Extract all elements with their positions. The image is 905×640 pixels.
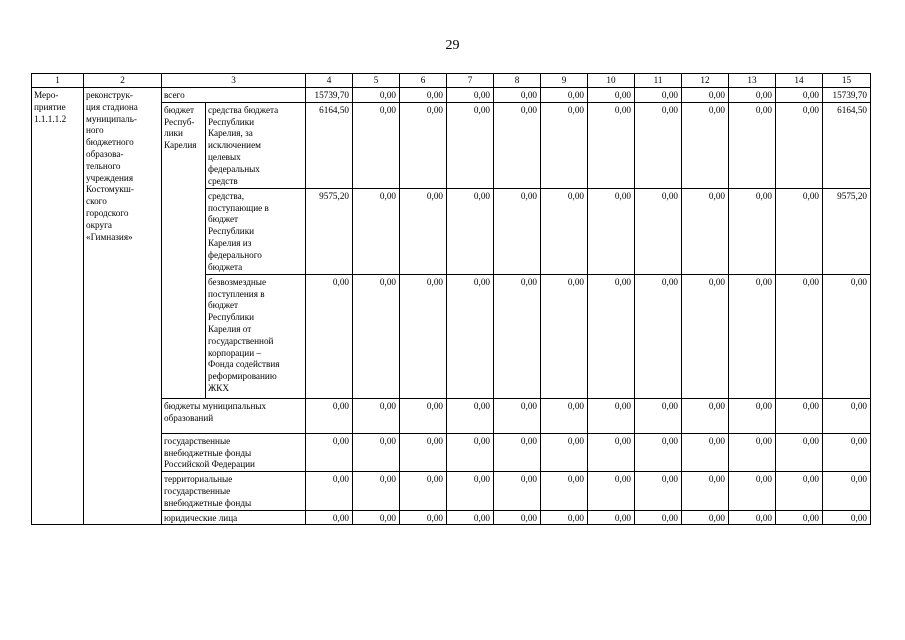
value-cell: 0,00 bbox=[729, 188, 776, 274]
value-cell: 0,00 bbox=[588, 274, 635, 398]
value-cell: 0,00 bbox=[588, 102, 635, 188]
value-cell: 0,00 bbox=[447, 510, 494, 525]
value-cell: 0,00 bbox=[306, 398, 353, 433]
value-cell: 0,00 bbox=[776, 472, 823, 510]
source-label-cell: государственные внебюджетные фонды Российской Федерации bbox=[162, 433, 306, 471]
value-cell: 0,00 bbox=[447, 102, 494, 188]
value-cell: 0,00 bbox=[541, 398, 588, 433]
value-cell: 0,00 bbox=[353, 398, 400, 433]
header-cell: 5 bbox=[353, 74, 400, 88]
value-cell: 0,00 bbox=[447, 274, 494, 398]
value-cell: 0,00 bbox=[353, 274, 400, 398]
value-cell: 0,00 bbox=[635, 102, 682, 188]
value-cell: 0,00 bbox=[635, 510, 682, 525]
value-cell: 0,00 bbox=[353, 88, 400, 103]
value-cell: 0,00 bbox=[400, 188, 447, 274]
source-label-cell: средства бюджета Республики Карелия, за исключением целевых федеральных средств bbox=[206, 102, 306, 188]
source-label-cell: средства, поступающие в бюджет Республики Карелия из федерального бюджета bbox=[206, 188, 306, 274]
value-cell: 0,00 bbox=[400, 398, 447, 433]
value-cell: 0,00 bbox=[729, 398, 776, 433]
value-cell: 0,00 bbox=[823, 510, 871, 525]
value-cell: 0,00 bbox=[588, 188, 635, 274]
header-cell: 1 bbox=[32, 74, 84, 88]
header-cell: 10 bbox=[588, 74, 635, 88]
value-cell: 0,00 bbox=[447, 188, 494, 274]
value-cell: 0,00 bbox=[306, 510, 353, 525]
value-cell: 0,00 bbox=[306, 472, 353, 510]
value-cell: 0,00 bbox=[776, 398, 823, 433]
value-cell: 0,00 bbox=[494, 433, 541, 471]
table-row bbox=[32, 88, 871, 103]
value-cell: 6164,50 bbox=[306, 102, 353, 188]
value-cell: 0,00 bbox=[729, 88, 776, 103]
value-cell: 0,00 bbox=[400, 510, 447, 525]
value-cell: 0,00 bbox=[353, 102, 400, 188]
value-cell: 0,00 bbox=[588, 433, 635, 471]
page-number: 29 bbox=[445, 38, 460, 53]
value-cell: 0,00 bbox=[306, 274, 353, 398]
value-cell: 0,00 bbox=[494, 88, 541, 103]
value-cell: 0,00 bbox=[541, 433, 588, 471]
source-group-cell: бюджет Респуб- лики Карелия bbox=[162, 102, 206, 398]
value-cell: 0,00 bbox=[823, 274, 871, 398]
source-label-cell: бюджеты муниципальных образований bbox=[162, 398, 306, 433]
value-cell: 0,00 bbox=[400, 274, 447, 398]
value-cell: 15739,70 bbox=[823, 88, 871, 103]
value-cell: 0,00 bbox=[353, 433, 400, 471]
value-cell: 0,00 bbox=[447, 472, 494, 510]
value-cell: 0,00 bbox=[682, 88, 729, 103]
value-cell: 0,00 bbox=[776, 88, 823, 103]
value-cell: 0,00 bbox=[494, 472, 541, 510]
value-cell: 0,00 bbox=[400, 433, 447, 471]
value-cell: 0,00 bbox=[729, 102, 776, 188]
value-cell: 0,00 bbox=[682, 188, 729, 274]
header-cell: 9 bbox=[541, 74, 588, 88]
value-cell: 0,00 bbox=[494, 398, 541, 433]
value-cell: 0,00 bbox=[541, 472, 588, 510]
header-cell: 7 bbox=[447, 74, 494, 88]
value-cell: 0,00 bbox=[776, 510, 823, 525]
value-cell: 0,00 bbox=[776, 188, 823, 274]
value-cell: 0,00 bbox=[400, 102, 447, 188]
value-cell: 0,00 bbox=[541, 510, 588, 525]
value-cell: 0,00 bbox=[494, 102, 541, 188]
source-label-cell: всего bbox=[162, 88, 306, 103]
value-cell: 0,00 bbox=[541, 188, 588, 274]
header-cell: 6 bbox=[400, 74, 447, 88]
measure-name-cell: реконструк- ция стадиона муниципаль- ного бюджетного образова- тельного учреждения Костомукш- ского городского округа «Гимназия» bbox=[84, 88, 162, 525]
value-cell: 0,00 bbox=[729, 510, 776, 525]
value-cell: 0,00 bbox=[541, 274, 588, 398]
value-cell: 0,00 bbox=[306, 433, 353, 471]
value-cell: 0,00 bbox=[447, 88, 494, 103]
value-cell: 0,00 bbox=[635, 274, 682, 398]
value-cell: 0,00 bbox=[353, 472, 400, 510]
value-cell: 0,00 bbox=[400, 88, 447, 103]
header-cell: 4 bbox=[306, 74, 353, 88]
value-cell: 0,00 bbox=[682, 398, 729, 433]
header-cell: 12 bbox=[682, 74, 729, 88]
header-cell: 13 bbox=[729, 74, 776, 88]
value-cell: 0,00 bbox=[823, 398, 871, 433]
value-cell: 0,00 bbox=[729, 433, 776, 471]
value-cell: 0,00 bbox=[682, 274, 729, 398]
value-cell: 0,00 bbox=[635, 88, 682, 103]
value-cell: 0,00 bbox=[635, 398, 682, 433]
header-cell: 15 bbox=[823, 74, 871, 88]
value-cell: 0,00 bbox=[588, 472, 635, 510]
value-cell: 0,00 bbox=[494, 510, 541, 525]
value-cell: 0,00 bbox=[635, 433, 682, 471]
source-label-cell: юридические лица bbox=[162, 510, 306, 525]
header-cell: 11 bbox=[635, 74, 682, 88]
value-cell: 0,00 bbox=[776, 433, 823, 471]
value-cell: 0,00 bbox=[588, 510, 635, 525]
value-cell: 0,00 bbox=[447, 433, 494, 471]
value-cell: 0,00 bbox=[541, 88, 588, 103]
header-cell: 14 bbox=[776, 74, 823, 88]
value-cell: 0,00 bbox=[400, 472, 447, 510]
header-cell: 8 bbox=[494, 74, 541, 88]
value-cell: 0,00 bbox=[729, 472, 776, 510]
header-cell: 3 bbox=[162, 74, 306, 88]
value-cell: 0,00 bbox=[682, 433, 729, 471]
value-cell: 0,00 bbox=[635, 188, 682, 274]
value-cell: 0,00 bbox=[729, 274, 776, 398]
value-cell: 0,00 bbox=[353, 188, 400, 274]
value-cell: 9575,20 bbox=[306, 188, 353, 274]
value-cell: 0,00 bbox=[494, 188, 541, 274]
funding-table bbox=[31, 73, 871, 525]
header-row bbox=[32, 74, 871, 88]
value-cell: 0,00 bbox=[447, 398, 494, 433]
value-cell: 0,00 bbox=[588, 398, 635, 433]
value-cell: 0,00 bbox=[823, 433, 871, 471]
source-label-cell: территориальные государственные внебюджетные фонды bbox=[162, 472, 306, 510]
measure-id-cell: Меро- приятие 1.1.1.1.2 bbox=[32, 88, 84, 525]
value-cell: 0,00 bbox=[541, 102, 588, 188]
header-cell: 2 bbox=[84, 74, 162, 88]
value-cell: 0,00 bbox=[776, 102, 823, 188]
value-cell: 6164,50 bbox=[823, 102, 871, 188]
value-cell: 0,00 bbox=[494, 274, 541, 398]
value-cell: 0,00 bbox=[353, 510, 400, 525]
value-cell: 0,00 bbox=[682, 472, 729, 510]
source-label-cell: безвозмездные поступления в бюджет Республики Карелия от государственной корпорации – Фонда содействия реформированию ЖКХ bbox=[206, 274, 306, 398]
value-cell: 15739,70 bbox=[306, 88, 353, 103]
value-cell: 9575,20 bbox=[823, 188, 871, 274]
value-cell: 0,00 bbox=[635, 472, 682, 510]
value-cell: 0,00 bbox=[682, 102, 729, 188]
value-cell: 0,00 bbox=[682, 510, 729, 525]
value-cell: 0,00 bbox=[823, 472, 871, 510]
value-cell: 0,00 bbox=[776, 274, 823, 398]
value-cell: 0,00 bbox=[588, 88, 635, 103]
